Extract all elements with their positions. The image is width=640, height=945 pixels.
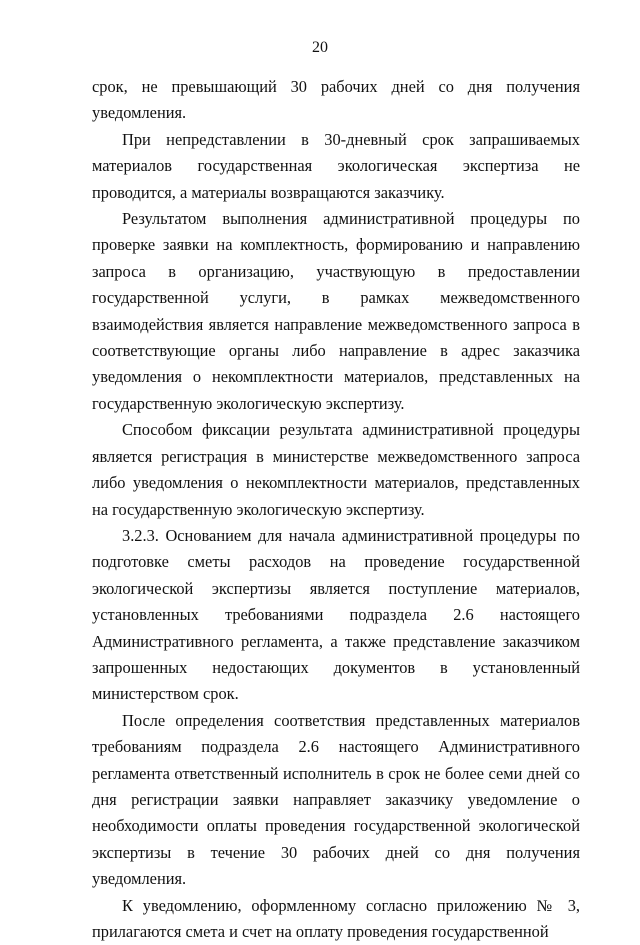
paragraph-materials-not-provided: При непредставлении в 30-дневный срок запрашиваемых материалов государственная экологическая экспертиза не проводится, а материалы возвращаются заказчику.	[92, 129, 580, 202]
document-body	[92, 74, 580, 945]
paragraph-continuation: срок, не превышающий 30 рабочих дней со дня получения уведомления.	[92, 77, 580, 123]
paragraph-procedure-result: Результатом выполнения административной процедуры по проверке заявки на комплектность, формированию и направлению запроса в организацию, участвующую в предоставлении государственной услуги, в рамках межведомственного взаимодействия является направление межведомственного запроса в соответствующие органы либо направление в адрес заказчика уведомления о некомплектности материалов, представленных на государственную экологическую экспертизу.	[92, 209, 580, 413]
paragraph-attachments: К уведомлению, оформленному согласно приложению № 3, прилагаются смета и счет на оплату проведения государственной	[92, 895, 580, 941]
paragraph-section-3-2-3: 3.2.3. Основанием для начала административной процедуры по подготовке сметы расходов на проведение государственной экологической экспертизы является поступление материалов, установленных требованиями подраздела 2.6 настоящего Административного регламента, а также представление заказчиком запрошенных недостающих документов в установленный министерством срок.	[92, 525, 580, 704]
page-number: 20	[312, 39, 328, 56]
paragraph-payment-notice: После определения соответствия представленных материалов требованиям подраздела 2.6 настоящего Административного регламента ответственный исполнитель в срок не более семи дней со дня регистрации заявки направляет заказчику уведомление о необходимости оплаты проведения государственной экологической экспертизы в течение 30 рабочих дней со дня получения уведомления.	[92, 710, 580, 889]
paragraph-result-fixation: Способом фиксации результата административной процедуры является регистрация в министерстве межведомственного запроса либо уведомления о некомплектности материалов, представленных на государственную экологическую экспертизу.	[92, 420, 580, 519]
